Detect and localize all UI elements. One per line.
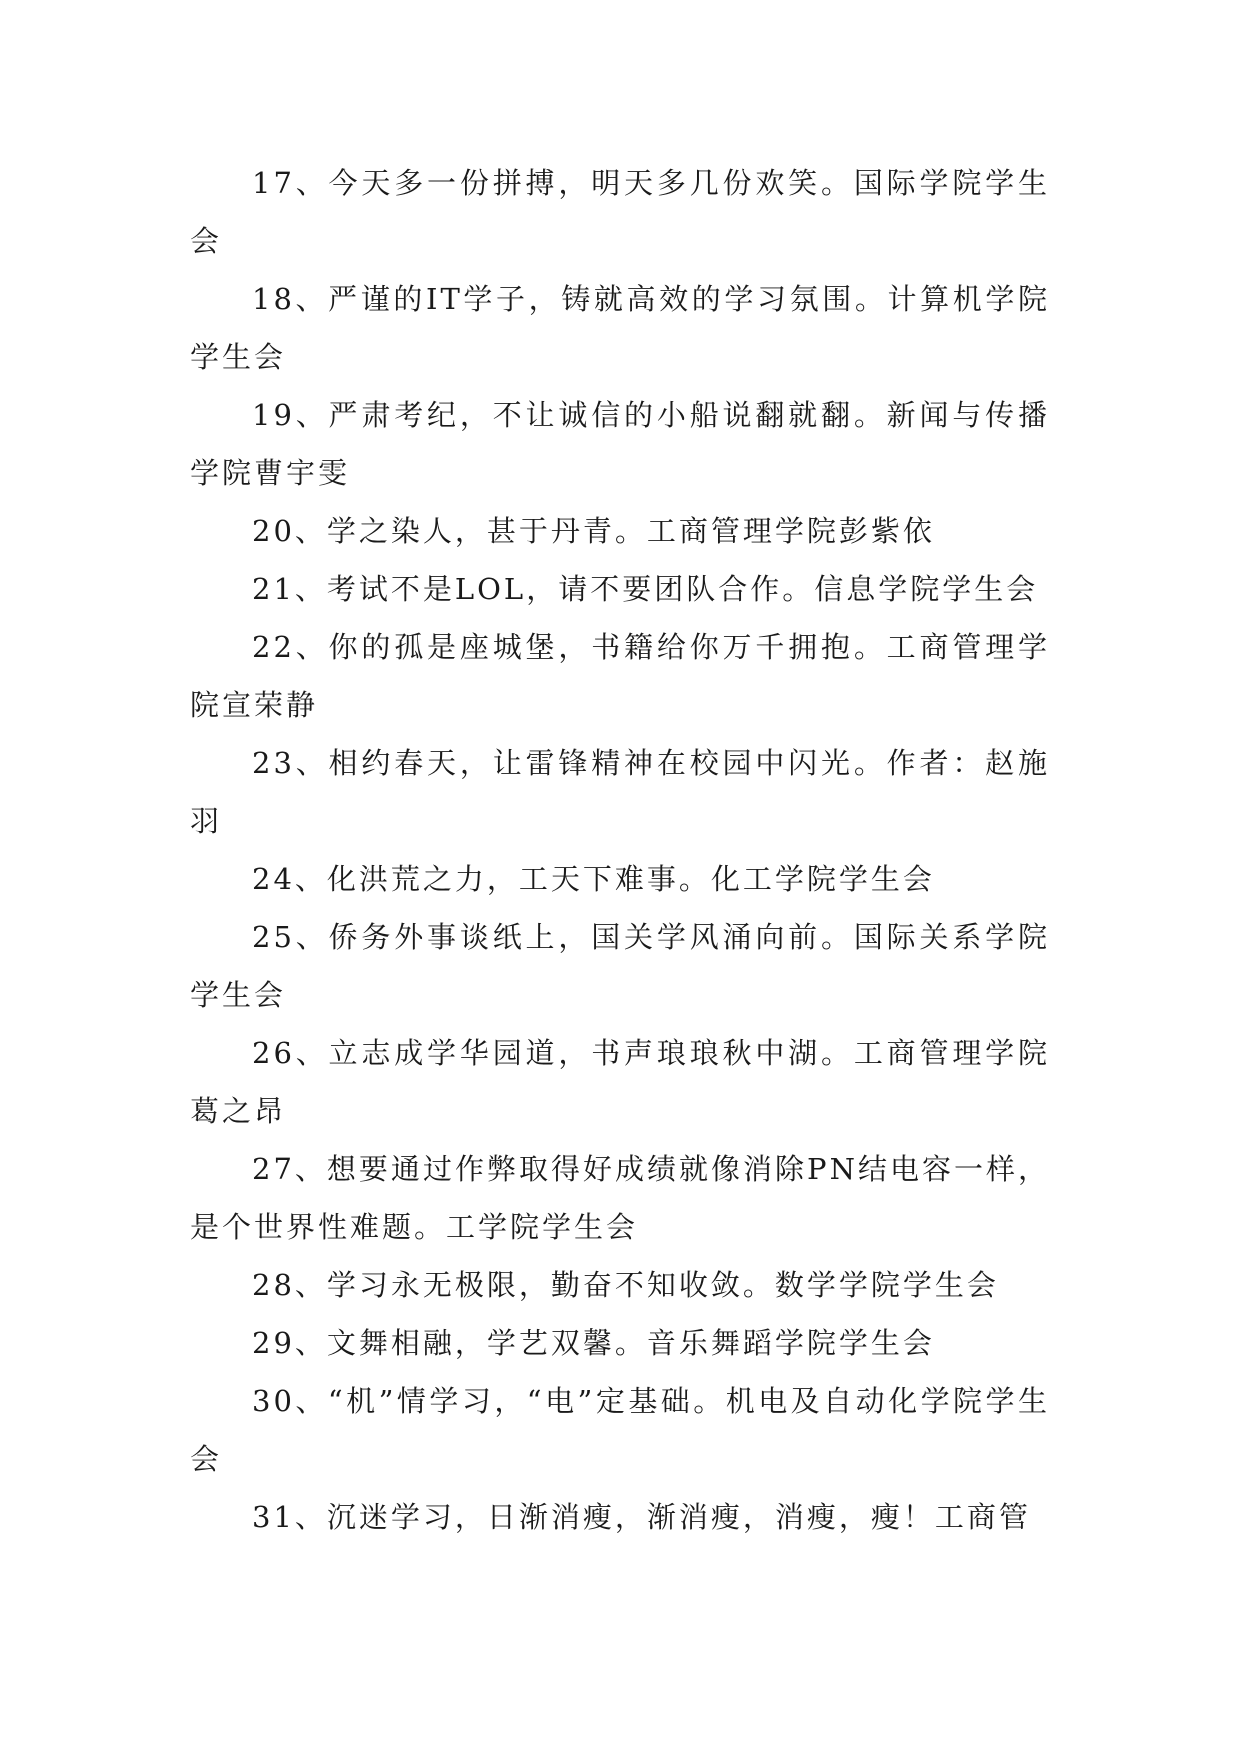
slogan-entry-27: 27、想要通过作弊取得好成绩就像消除PN结电容一样，是个世界性难题。工学院学生会	[190, 1152, 1050, 1244]
slogan-entry-23: 23、相约春天，让雷锋精神在校园中闪光。作者：赵施羽	[190, 746, 1050, 838]
slogan-entry-22: 22、你的孤是座城堡，书籍给你万千拥抱。工商管理学院宣荣静	[190, 630, 1050, 722]
slogan-entry-17: 17、今天多一份拼搏，明天多几份欢笑。国际学院学生会	[190, 166, 1050, 258]
slogan-entry-18: 18、严谨的IT学子，铸就高效的学习氛围。计算机学院学生会	[190, 282, 1050, 374]
slogan-entry-31: 31、沉迷学习，日渐消瘦，渐消瘦，消瘦，瘦！工商管	[252, 1500, 1031, 1534]
slogan-entry-28: 28、学习永无极限，勤奋不知收敛。数学学院学生会	[252, 1268, 999, 1302]
slogan-entry-19: 19、严肃考纪，不让诚信的小船说翻就翻。新闻与传播学院曹宇雯	[190, 398, 1050, 490]
slogan-entry-20: 20、学之染人，甚于丹青。工商管理学院彭紫依	[252, 514, 935, 548]
slogan-entry-26: 26、立志成学华园道，书声琅琅秋中湖。工商管理学院葛之昂	[190, 1036, 1050, 1128]
slogan-entry-21: 21、考试不是LOL，请不要团队合作。信息学院学生会	[252, 572, 1039, 606]
slogan-entry-29: 29、文舞相融，学艺双馨。音乐舞蹈学院学生会	[252, 1326, 935, 1360]
slogan-entry-25: 25、侨务外事谈纸上，国关学风涌向前。国际关系学院学生会	[190, 920, 1050, 1012]
slogan-entry-30: 30、“机”情学习，“电”定基础。机电及自动化学院学生会	[190, 1384, 1050, 1476]
document-body	[190, 154, 1050, 1546]
slogan-entry-24: 24、化洪荒之力，工天下难事。化工学院学生会	[252, 862, 935, 896]
